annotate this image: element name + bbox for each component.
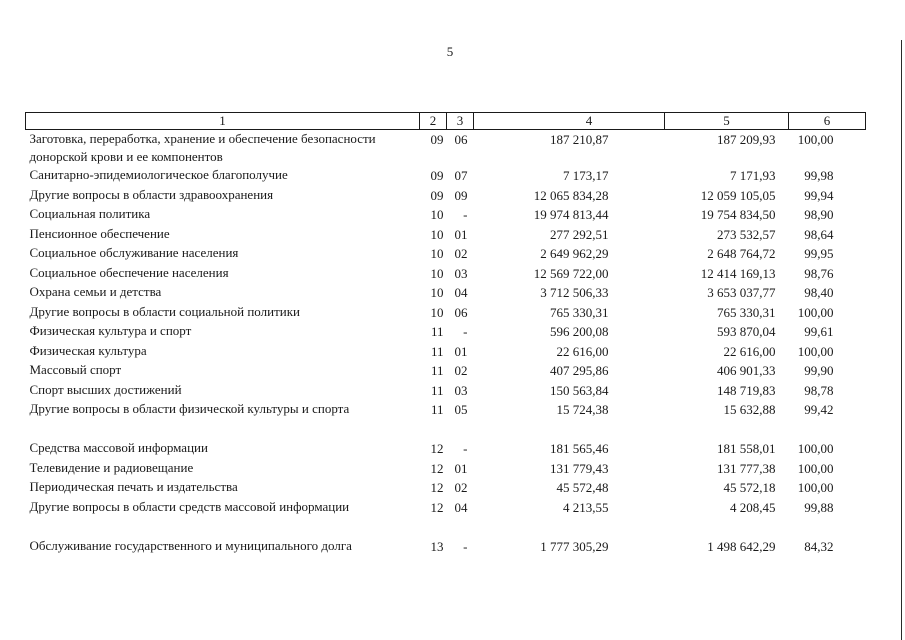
row-execution-percent: 98,64 — [804, 226, 834, 242]
table-row — [26, 264, 866, 284]
table-row — [26, 498, 866, 518]
row-section-code: 09 — [430, 187, 444, 203]
row-section-code: 10 — [430, 246, 444, 261]
table-row — [26, 283, 866, 303]
table-row — [26, 186, 866, 206]
table-row — [26, 381, 866, 401]
row-planned-amount: 4 213,55 — [563, 499, 609, 515]
table-row — [26, 303, 866, 323]
row-actual-amount: 7 171,93 — [730, 168, 776, 183]
row-execution-percent: 100,00 — [797, 441, 834, 456]
row-subsection-code: 06 — [454, 132, 468, 147]
header-col-5: 5 — [665, 113, 789, 130]
row-planned-amount: 181 565,46 — [550, 441, 609, 456]
table-header-row — [26, 113, 866, 130]
row-planned-amount: 150 563,84 — [550, 382, 609, 398]
row-subsection-code: 05 — [454, 402, 468, 417]
row-planned-amount: 45 572,48 — [556, 480, 609, 495]
table-row — [26, 244, 866, 264]
row-section-code: 12 — [430, 480, 444, 495]
row-execution-percent: 99,95 — [804, 246, 834, 261]
row-subsection-code: 04 — [454, 285, 468, 300]
row-name-cell: Социальное обслуживание населения — [29, 245, 239, 260]
row-name-cell: Обслуживание государственного и муниципального долга — [29, 537, 352, 553]
header-col-6: 6 — [789, 113, 866, 130]
row-subsection-code: 04 — [454, 499, 468, 515]
row-subsection-code: 03 — [454, 265, 468, 281]
row-name-cell: Массовый спорт — [29, 362, 122, 377]
row-subsection-code: - — [463, 441, 468, 456]
row-execution-percent: 100,00 — [797, 304, 834, 320]
table-row — [26, 361, 866, 381]
budget-execution-table — [25, 112, 866, 556]
row-planned-amount: 1 777 305,29 — [540, 538, 609, 554]
table-row — [26, 225, 866, 245]
row-name-cell: Заготовка, переработка, хранение и обеспечение безопасности донорской крови и ее компонентов — [29, 131, 376, 164]
row-name-cell: Социальное обеспечение населения — [29, 264, 229, 280]
row-execution-percent: 99,88 — [804, 499, 834, 515]
row-name-cell: Средства массовой информации — [29, 440, 208, 455]
page-edge-line — [901, 40, 902, 640]
row-actual-amount: 4 208,45 — [730, 499, 776, 515]
row-planned-amount: 22 616,00 — [556, 343, 609, 359]
row-name-cell: Периодическая печать и издательства — [29, 479, 238, 494]
row-execution-percent: 99,61 — [804, 324, 834, 339]
header-col-3: 3 — [447, 113, 474, 130]
row-subsection-code: - — [463, 207, 468, 222]
row-subsection-code: 09 — [454, 187, 468, 203]
row-execution-percent: 100,00 — [797, 480, 834, 495]
row-section-code: 12 — [430, 460, 444, 476]
page-number: 5 — [446, 44, 454, 59]
row-subsection-code: - — [463, 324, 468, 339]
row-section-code: 13 — [430, 538, 444, 554]
row-execution-percent: 84,32 — [804, 538, 834, 554]
row-name-cell: Телевидение и радиовещание — [29, 459, 194, 475]
row-subsection-code: 06 — [454, 304, 468, 320]
row-name-cell: Другие вопросы в области физической культуры и спорта — [29, 401, 350, 416]
row-actual-amount: 15 632,88 — [723, 402, 776, 417]
row-planned-amount: 407 295,86 — [550, 363, 609, 378]
row-execution-percent: 98,78 — [804, 382, 834, 398]
row-subsection-code: 03 — [454, 382, 468, 398]
row-section-code: 10 — [430, 226, 444, 242]
row-actual-amount: 1 498 642,29 — [707, 538, 776, 554]
row-section-code: 10 — [430, 265, 444, 281]
table-row — [26, 400, 866, 420]
header-col-4: 4 — [474, 113, 665, 130]
row-actual-amount: 181 558,01 — [717, 441, 776, 456]
table-row — [26, 459, 866, 479]
row-section-code: 10 — [430, 285, 444, 300]
row-section-code: 09 — [430, 168, 444, 183]
row-planned-amount: 15 724,38 — [556, 402, 609, 417]
table-row — [26, 130, 866, 167]
row-subsection-code: 02 — [454, 480, 468, 495]
row-planned-amount: 12 065 834,28 — [533, 187, 609, 203]
row-execution-percent: 98,76 — [804, 265, 834, 281]
row-planned-amount: 187 210,87 — [550, 132, 609, 147]
table-row — [26, 439, 866, 459]
row-actual-amount: 765 330,31 — [717, 304, 776, 320]
row-subsection-code: 01 — [454, 343, 468, 359]
row-actual-amount: 187 209,93 — [717, 132, 776, 147]
row-subsection-code: 07 — [454, 168, 468, 183]
row-actual-amount: 2 648 764,72 — [707, 246, 776, 261]
row-actual-amount: 12 059 105,05 — [700, 187, 776, 203]
table-body — [26, 130, 866, 557]
row-execution-percent: 98,40 — [804, 285, 834, 300]
table-spacer-row — [26, 517, 866, 537]
row-execution-percent: 100,00 — [797, 343, 834, 359]
row-section-code: 11 — [430, 382, 444, 398]
table-row — [26, 342, 866, 362]
row-name-cell: Другие вопросы в области средств массовой информации — [29, 498, 350, 514]
row-execution-percent: 99,42 — [804, 402, 834, 417]
row-subsection-code: 02 — [454, 246, 468, 261]
header-col-1: 1 — [26, 113, 420, 130]
row-execution-percent: 98,90 — [804, 207, 834, 222]
row-section-code: 11 — [430, 343, 444, 359]
table-spacer-row — [26, 420, 866, 440]
row-execution-percent: 99,94 — [804, 187, 834, 203]
row-execution-percent: 99,90 — [804, 363, 834, 378]
row-actual-amount: 273 532,57 — [717, 226, 776, 242]
row-section-code: 10 — [430, 207, 444, 222]
row-execution-percent: 100,00 — [797, 132, 834, 147]
row-actual-amount: 12 414 169,13 — [700, 265, 776, 281]
row-section-code: 12 — [430, 499, 444, 515]
row-name-cell: Пенсионное обеспечение — [29, 225, 170, 241]
row-subsection-code: 02 — [454, 363, 468, 378]
row-name-cell: Другие вопросы в области социальной политики — [29, 303, 300, 319]
row-planned-amount: 2 649 962,29 — [540, 246, 609, 261]
row-execution-percent: 100,00 — [797, 460, 834, 476]
table-row — [26, 537, 866, 557]
row-name-cell: Санитарно-эпидемиологическое благополучие — [29, 167, 288, 182]
row-actual-amount: 131 777,38 — [717, 460, 776, 476]
spacer-cell — [26, 517, 866, 537]
row-section-code: 11 — [430, 324, 444, 339]
row-name-cell: Спорт высших достижений — [29, 381, 182, 397]
row-actual-amount: 22 616,00 — [723, 343, 776, 359]
row-section-code: 10 — [430, 304, 444, 320]
spacer-cell — [26, 420, 866, 440]
row-name-cell: Охрана семьи и детства — [29, 284, 162, 299]
table-row — [26, 205, 866, 225]
row-section-code: 09 — [430, 132, 444, 147]
table-row — [26, 322, 866, 342]
row-planned-amount: 12 569 722,00 — [533, 265, 609, 281]
row-actual-amount: 148 719,83 — [717, 382, 776, 398]
row-execution-percent: 99,98 — [804, 168, 834, 183]
row-planned-amount: 765 330,31 — [550, 304, 609, 320]
row-actual-amount: 593 870,04 — [717, 324, 776, 339]
row-planned-amount: 3 712 506,33 — [540, 285, 609, 300]
row-actual-amount: 19 754 834,50 — [700, 207, 776, 222]
row-name-cell: Физическая культура — [29, 342, 147, 358]
row-name-cell: Социальная политика — [29, 206, 151, 221]
row-name-cell: Другие вопросы в области здравоохранения — [29, 186, 274, 202]
row-name-cell: Физическая культура и спорт — [29, 323, 192, 338]
table-row — [26, 166, 866, 186]
row-subsection-code: 01 — [454, 460, 468, 476]
row-planned-amount: 131 779,43 — [550, 460, 609, 476]
row-planned-amount: 277 292,51 — [550, 226, 609, 242]
row-section-code: 12 — [430, 441, 444, 456]
row-planned-amount: 19 974 813,44 — [533, 207, 609, 222]
row-planned-amount: 7 173,17 — [563, 168, 609, 183]
row-actual-amount: 3 653 037,77 — [707, 285, 776, 300]
row-subsection-code: 01 — [454, 226, 468, 242]
row-subsection-code: - — [463, 538, 468, 554]
table-row — [26, 478, 866, 498]
row-actual-amount: 45 572,18 — [723, 480, 776, 495]
row-actual-amount: 406 901,33 — [717, 363, 776, 378]
header-col-2: 2 — [420, 113, 447, 130]
row-planned-amount: 596 200,08 — [550, 324, 609, 339]
row-section-code: 11 — [430, 363, 444, 378]
row-section-code: 11 — [430, 402, 444, 417]
